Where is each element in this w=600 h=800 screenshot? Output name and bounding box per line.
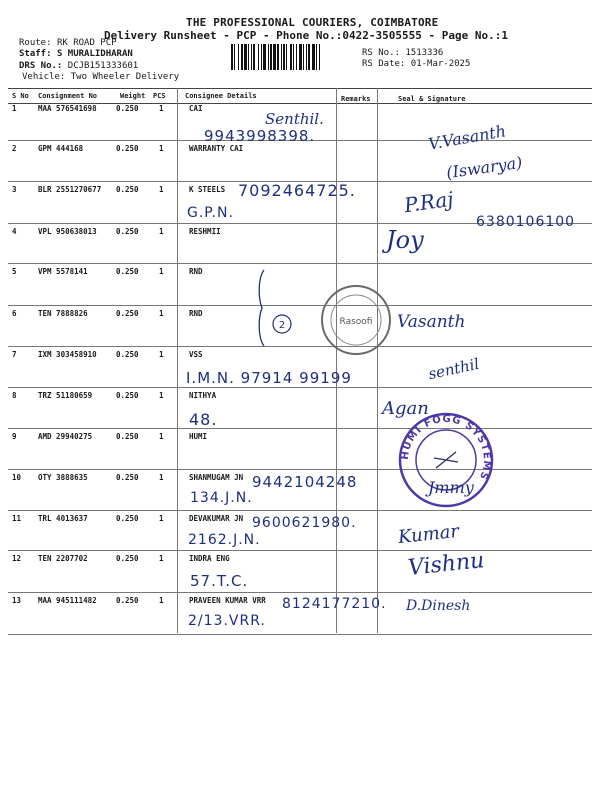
row-pcs: 1	[159, 432, 164, 441]
col-seal: Seal & Signature	[398, 95, 466, 103]
hw-r8-note: 48.	[189, 410, 218, 429]
hw-r13-note: 2/13.VRR.	[188, 613, 266, 629]
row-divider	[8, 550, 592, 551]
row-weight: 0.250	[116, 227, 139, 236]
row-weight: 0.250	[116, 104, 139, 113]
barcode-bar	[263, 44, 266, 70]
rs-no-value: 1513336	[405, 48, 444, 58]
barcode-bar	[312, 44, 315, 70]
hw-r1-phone: 9943998398.	[204, 127, 316, 145]
row-weight: 0.250	[116, 309, 139, 318]
hw-r11-phone: 9600621980.	[252, 515, 357, 531]
row-divider	[8, 305, 592, 306]
barcode-bar	[234, 44, 235, 70]
barcode-bar	[253, 44, 255, 70]
row-divider	[8, 592, 592, 593]
barcode-bar	[231, 44, 233, 70]
row-pcs: 1	[159, 350, 164, 359]
col-sno: S No	[12, 92, 29, 100]
barcode-bar	[296, 44, 297, 70]
row-consignee: SHANMUGAM JN	[189, 473, 244, 482]
row-consignee: HUMI	[189, 432, 208, 441]
row-consignee: RESHMII	[189, 227, 221, 236]
row-sno: 1	[12, 104, 17, 113]
row-sno: 5	[12, 267, 17, 276]
row-divider	[8, 387, 592, 388]
hw-r13-phone: 8124177210.	[282, 596, 387, 612]
col-consignee: Consignee Details	[185, 92, 257, 100]
row-consignee: NITHYA	[189, 391, 217, 400]
barcode-bar	[261, 44, 262, 70]
row-sno: 10	[12, 473, 22, 482]
hw-r1-name: Senthil.	[265, 110, 324, 128]
row-consignee: RND	[189, 267, 203, 276]
barcode-bar	[308, 44, 310, 70]
hw-r3-sig-phone: 6380106100	[476, 214, 576, 230]
route-value: RK ROAD PCP	[56, 38, 117, 48]
row-pcs: 1	[159, 144, 164, 153]
row-consignee: CAI	[189, 104, 203, 113]
barcode-bar	[268, 44, 269, 70]
svg-text:Rasoofi: Rasoofi	[339, 317, 373, 327]
hw-r10-signature: Jmmy	[428, 478, 474, 497]
row-sno: 7	[12, 350, 17, 359]
row-consignee: RND	[189, 309, 203, 318]
row-consignment-no: VPL 950638013	[38, 227, 97, 236]
barcode-bar	[316, 44, 317, 70]
barcode-bar	[281, 44, 282, 70]
row-sno: 9	[12, 432, 17, 441]
brace-mark	[256, 268, 296, 348]
row-consignee: VSS	[189, 350, 203, 359]
row-sno: 2	[12, 144, 17, 153]
hw-r7-note: I.M.N. 97914 99199	[186, 369, 352, 387]
drs-value: DCJB151333601	[67, 61, 139, 71]
barcode-bar	[251, 44, 252, 70]
hw-r6-signature: Vasanth	[397, 312, 466, 332]
drs-label: DRS No.:	[19, 61, 63, 71]
barcode-bar	[238, 44, 239, 70]
barcode-bar	[303, 44, 304, 70]
row-pcs: 1	[159, 596, 164, 605]
hw-r12-note: 57.T.C.	[190, 572, 249, 590]
svg-text:2: 2	[278, 320, 286, 331]
barcode-bar	[283, 44, 285, 70]
row-pcs: 1	[159, 104, 164, 113]
row-weight: 0.250	[116, 267, 139, 276]
rs-date-line	[362, 59, 470, 69]
rs-no-label: RS No.:	[362, 48, 400, 58]
barcode-bar	[299, 44, 302, 70]
row-consignee: K STEELS	[189, 185, 226, 194]
route-label: Route:	[19, 38, 52, 48]
row-consignee: DEVAKUMAR JN	[189, 514, 244, 523]
col-weight: Weight	[120, 92, 146, 100]
barcode-bar	[258, 44, 259, 70]
row-pcs: 1	[159, 554, 164, 563]
barcode-bar	[306, 44, 307, 70]
barcode-bar	[293, 44, 294, 70]
vehicle-line: Vehicle: Two Wheeler Delivery	[22, 72, 180, 82]
row-pcs: 1	[159, 227, 164, 236]
row-consignee: PRAVEEN KUMAR VRR	[189, 596, 266, 605]
hw-r11-note: 2162.J.N.	[188, 532, 261, 548]
staff-label: Staff:	[19, 49, 52, 59]
row-weight: 0.250	[116, 554, 139, 563]
row-consignment-no: BLR 2551270677	[38, 185, 102, 194]
row-weight: 0.250	[116, 473, 139, 482]
row-sno: 8	[12, 391, 17, 400]
row-weight: 0.250	[116, 391, 139, 400]
row-divider	[8, 428, 592, 429]
row-divider	[8, 263, 592, 264]
row-consignment-no: MAA 945111482	[38, 596, 97, 605]
row-weight: 0.250	[116, 144, 139, 153]
hw-r8-signature: Agan	[382, 398, 429, 419]
row-sno: 13	[12, 596, 22, 605]
row-consignee: INDRA ENG	[189, 554, 230, 563]
hw-r10-phone: 9442104248	[252, 473, 358, 491]
barcode-bar	[273, 44, 276, 70]
hw-r2-signature: V.Vasanth	[426, 121, 508, 154]
table-header	[8, 88, 592, 104]
column-divider-consignee	[177, 88, 178, 633]
row-consignee: WARRANTY CAI	[189, 144, 244, 153]
row-consignment-no: OTY 3888635	[38, 473, 88, 482]
row-consignment-no: TEN 2207702	[38, 554, 88, 563]
hw-r4-signature: Joy	[386, 226, 424, 254]
hw-r10-note: 134.J.N.	[190, 490, 253, 506]
barcode-bar	[290, 44, 292, 70]
table-bottom-line	[8, 634, 592, 635]
row-sno: 3	[12, 185, 17, 194]
rs-date-label: RS Date:	[362, 59, 406, 69]
rs-date-value: 01-Mar-2025	[410, 59, 471, 69]
drs-line	[19, 61, 138, 71]
row-sno: 4	[12, 227, 17, 236]
barcode-bar	[248, 44, 249, 70]
barcode-bar	[286, 44, 287, 70]
row-sno: 11	[12, 514, 22, 523]
hw-r12-signature: Vishnu	[406, 548, 486, 581]
row-consignment-no: VPM 5578141	[38, 267, 88, 276]
hw-r2-name: (Iswarya)	[445, 152, 524, 183]
row-sno: 12	[12, 554, 22, 563]
runsheet-subtitle: Delivery Runsheet - PCP - Phone No.:0422-3505555 - Page No.:1	[104, 29, 508, 42]
hw-r7-signature: senthil	[426, 354, 481, 384]
col-consignment: Consignment No	[38, 92, 98, 100]
barcode-bar	[270, 44, 272, 70]
staff-value: S MURALIDHARAN	[56, 49, 133, 59]
rs-no-line	[362, 48, 443, 58]
row-weight: 0.250	[116, 432, 139, 441]
row-consignment-no: TRZ 51180659	[38, 391, 93, 400]
barcode-bar	[244, 44, 247, 70]
barcode	[231, 44, 356, 70]
row-consignment-no: MAA 576541698	[38, 104, 97, 113]
row-pcs: 1	[159, 514, 164, 523]
row-pcs: 1	[159, 267, 164, 276]
row-weight: 0.250	[116, 350, 139, 359]
staff-line	[19, 49, 133, 59]
barcode-bar	[319, 44, 320, 70]
hw-r3-signature: P.Raj	[402, 186, 455, 218]
row-pcs: 1	[159, 473, 164, 482]
company-title: THE PROFESSIONAL COURIERS, COIMBATORE	[186, 16, 439, 29]
column-divider-remarks	[336, 88, 337, 633]
col-remarks: Remarks	[341, 95, 371, 103]
hw-r3-phone: 7092464725.	[238, 181, 356, 200]
row-weight: 0.250	[116, 514, 139, 523]
row-sno: 6	[12, 309, 17, 318]
row-consignment-no: TRL 4013637	[38, 514, 88, 523]
row-pcs: 1	[159, 185, 164, 194]
row-divider	[8, 469, 592, 470]
hw-r13-signature: D.Dinesh	[406, 598, 471, 614]
hw-r3-note: G.P.N.	[187, 205, 234, 221]
svg-text:HUMI FOGG SYSTEMS: HUMI FOGG SYSTEMS	[399, 413, 493, 482]
row-pcs: 1	[159, 391, 164, 400]
row-weight: 0.250	[116, 596, 139, 605]
round-stamp	[318, 282, 394, 358]
row-divider	[8, 346, 592, 347]
row-consignment-no: GPM 444168	[38, 144, 84, 153]
row-divider	[8, 510, 592, 511]
row-pcs: 1	[159, 309, 164, 318]
column-divider-seal	[377, 88, 378, 633]
route-line	[19, 38, 117, 48]
hw-r11-signature: Kumar	[397, 520, 460, 549]
barcode-bar	[241, 44, 243, 70]
row-consignment-no: IXM 303458910	[38, 350, 97, 359]
col-pcs: PCS	[153, 92, 166, 100]
barcode-bar	[277, 44, 279, 70]
row-consignment-no: TEN 7888826	[38, 309, 88, 318]
circled-count	[270, 312, 294, 336]
row-consignment-no: AMD 29940275	[38, 432, 93, 441]
row-weight: 0.250	[116, 185, 139, 194]
